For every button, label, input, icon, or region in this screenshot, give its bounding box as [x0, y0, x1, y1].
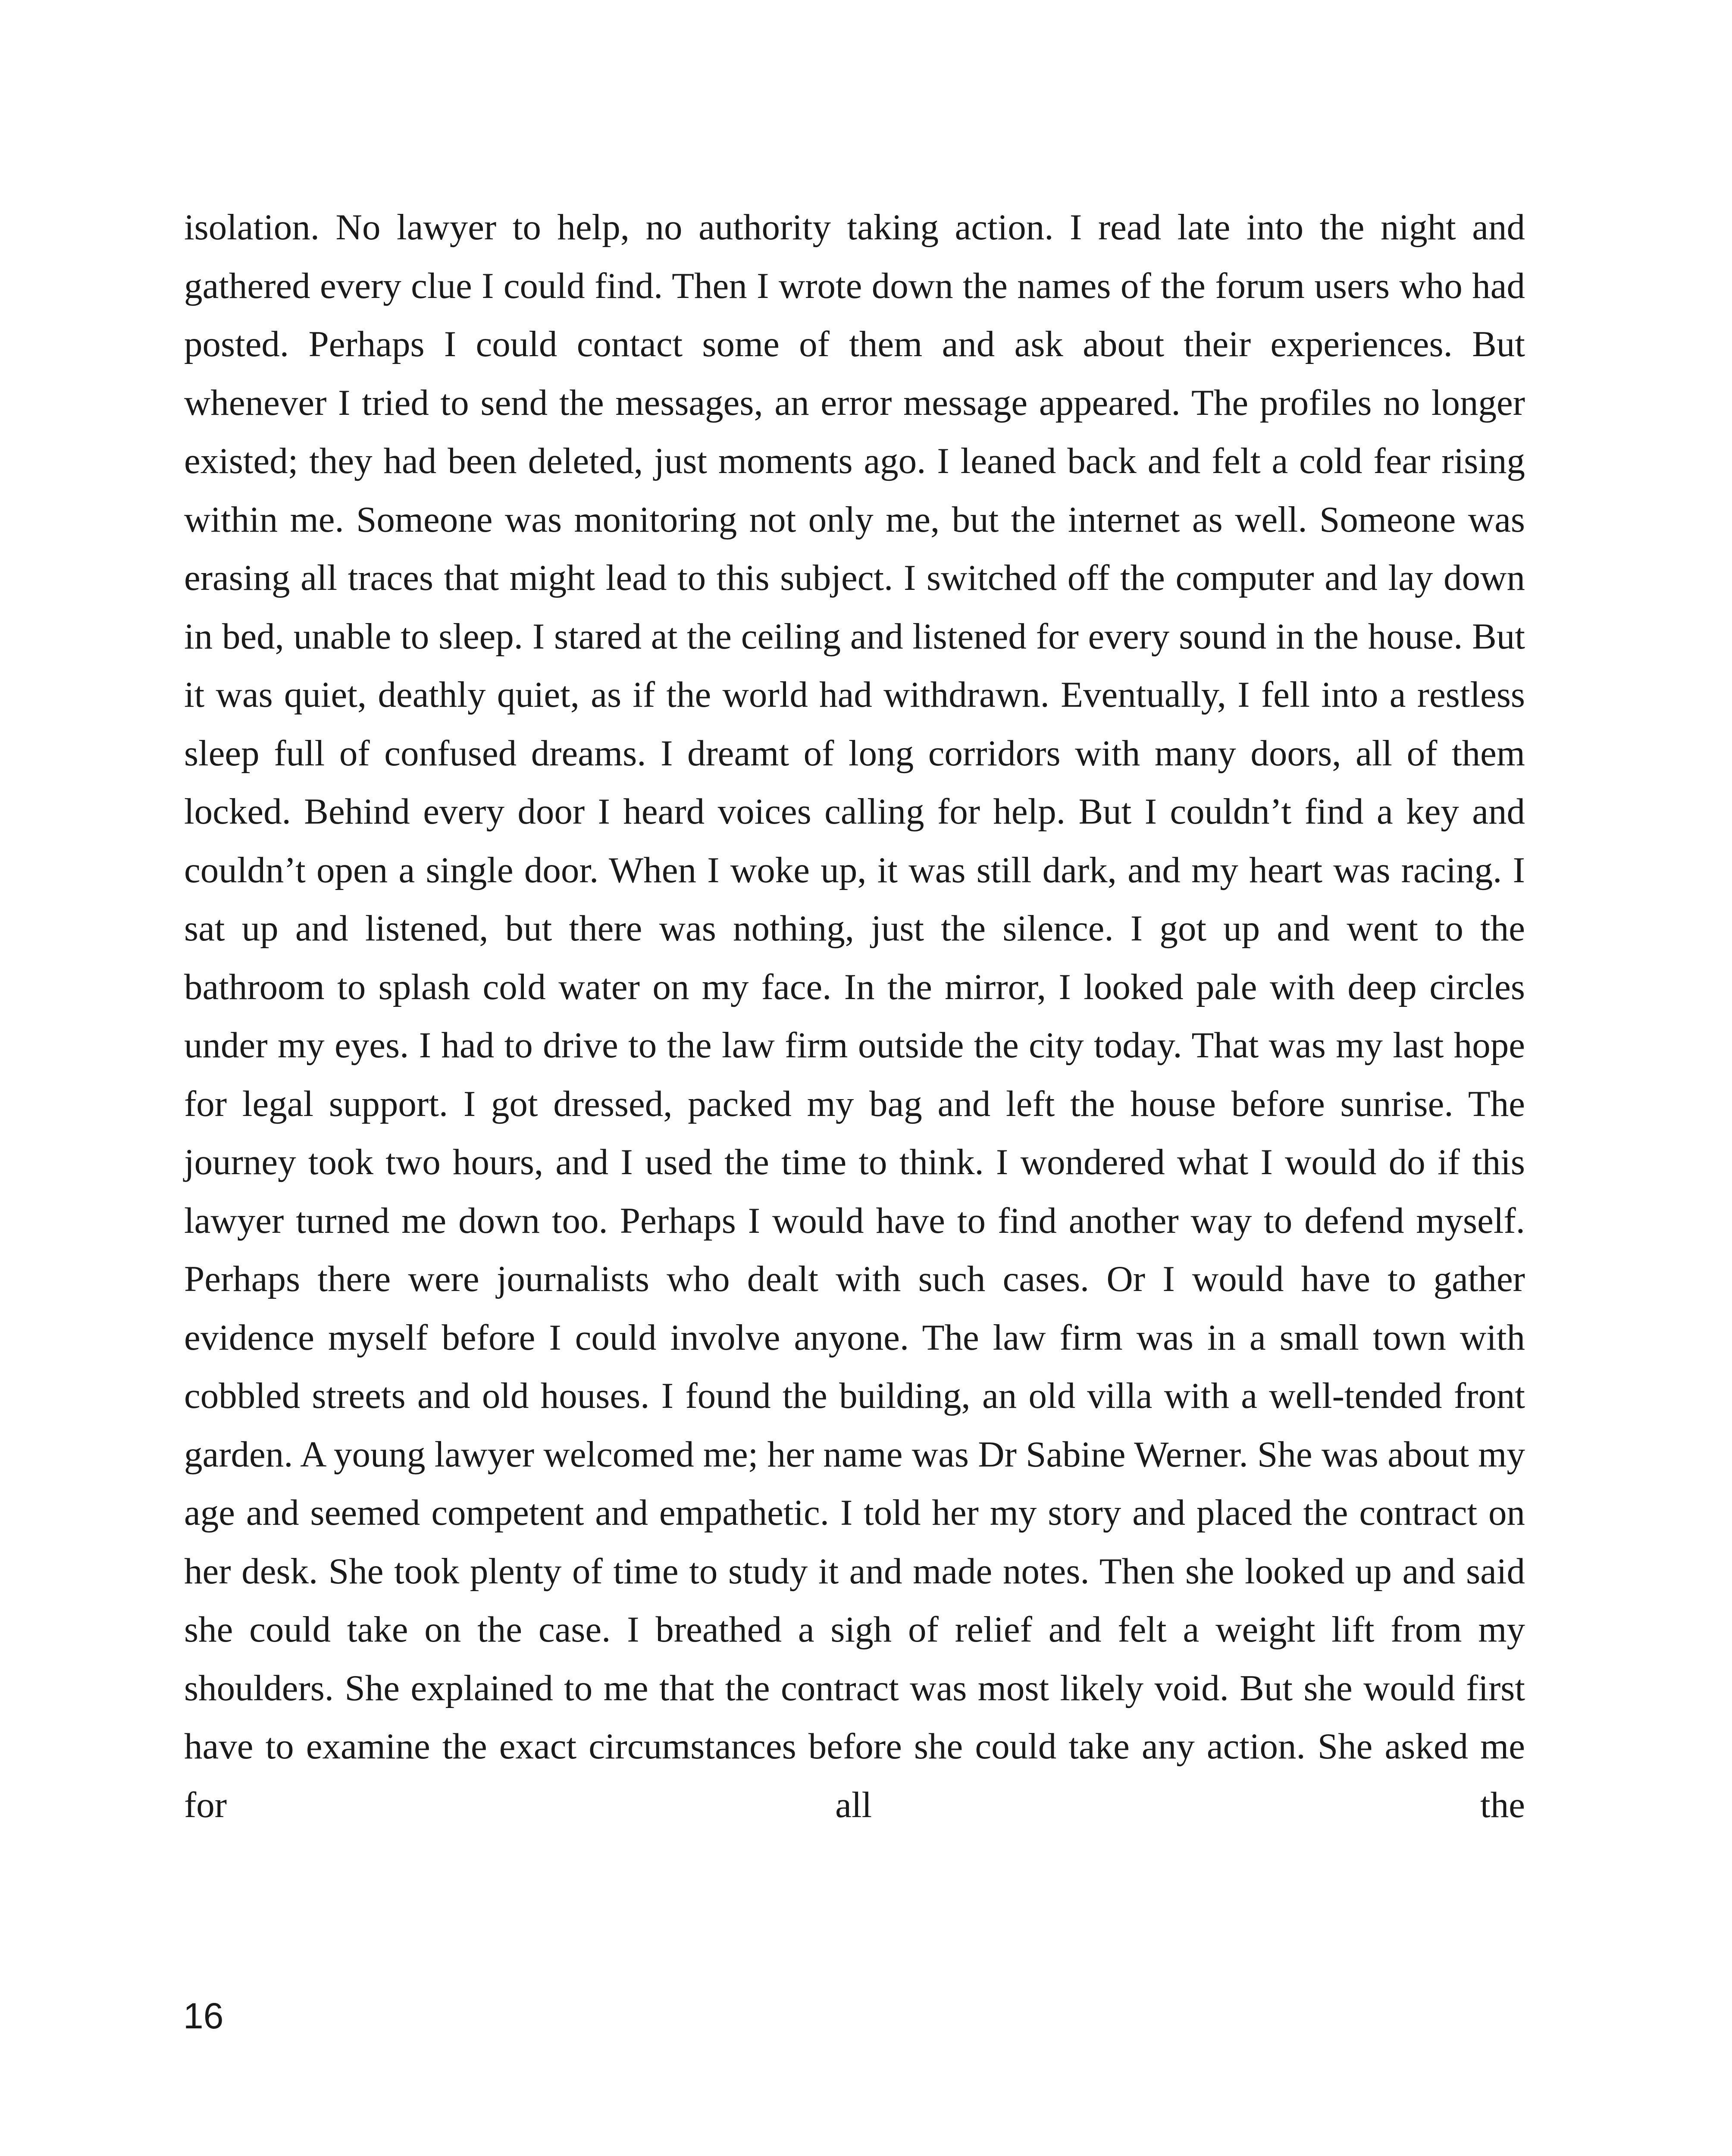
- page-number: 16: [183, 1996, 224, 2036]
- body-paragraph: isolation. No lawyer to help, no authority taking action. I read late into the night and gathered every clue I could find. Then I wrote down the names of the forum users who had posted. Perhaps I could contact some of them and ask about their experiences. But whenever I tried to send the messages, an error message appeared. The profiles no longer existed; they had been deleted, just moments ago. I leaned back and felt a cold fear rising within me. Someone was monitoring not only me, but the internet as well. Someone was erasing all traces that might lead to this subject. I switched off the computer and lay down in bed, unable to sleep. I stared at the ceiling and listened for every sound in the house. But it was quiet, deathly quiet, as if the world had withdrawn. Eventually, I fell into a restless sleep full of confused dreams. I dreamt of long corridors with many doors, all of them locked. Behind every door I heard voices calling for help. But I couldn’t find a key and couldn’t open a single door. When I woke up, it was still dark, and my heart was racing. I sat up and listened, but there was nothing, just the silence. I got up and went to the bathroom to splash cold water on my face. In the mirror, I looked pale with deep circles under my eyes. I had to drive to the law firm outside the city today. That was my last hope for legal support. I got dressed, packed my bag and left the house before sunrise. The journey took two hours, and I used the time to think. I wondered what I would do if this lawyer turned me down too. Perhaps I would have to find another way to defend myself. Perhaps there were journalists who dealt with such cases. Or I would have to gather evidence myself before I could involve anyone. The law firm was in a small town with cobbled streets and old houses. I found the building, an old villa with a well-tended front garden. A young lawyer welcomed me; her name was Dr Sabine Werner. She was about my age and seemed competent and empathetic. I told her my story and placed the contract on her desk. She took plenty of time to study it and made notes. Then she looked up and said she could take on the case. I breathed a sigh of relief and felt a weight lift from my shoulders. She explained to me that the contract was most likely void. But she would first have to examine the exact circumstances before she could take any action. She asked me for all the: [184, 207, 1525, 1825]
